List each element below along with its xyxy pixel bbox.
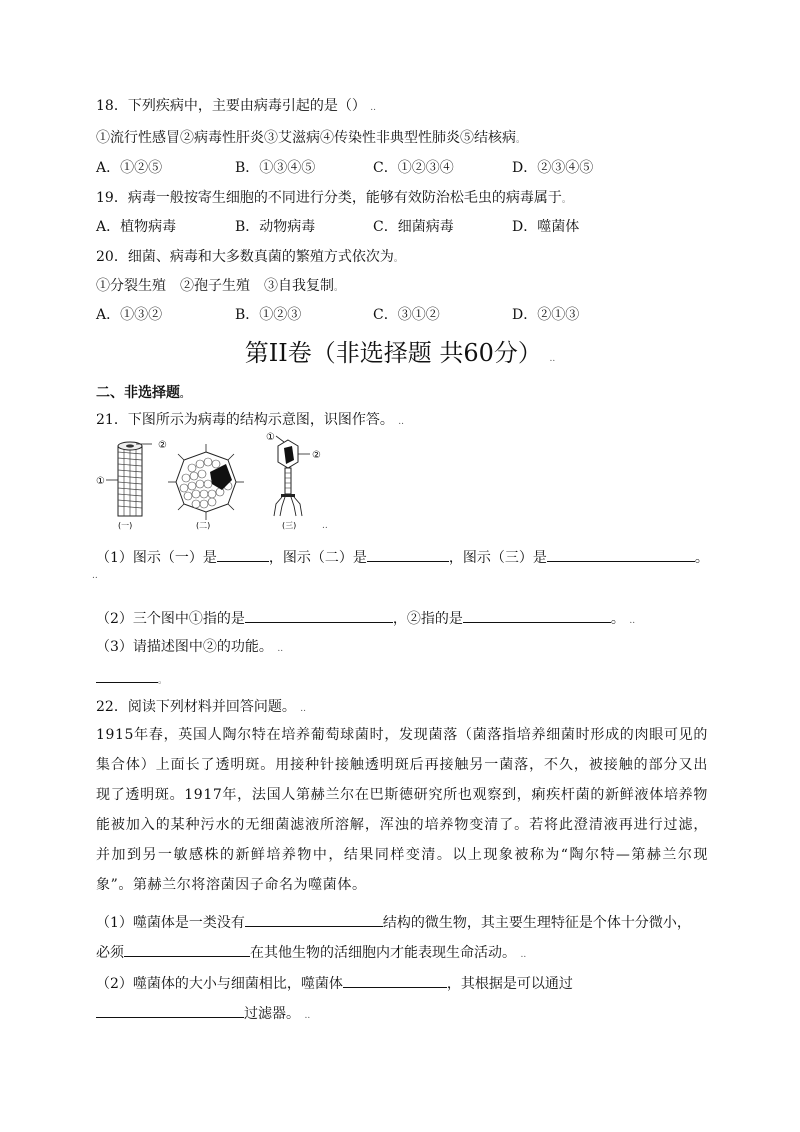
figure1-caption: (一) [118, 521, 133, 530]
answer-blank[interactable] [96, 667, 158, 683]
q21-sub2: （2）三个图中①指的是 ，②指的是 。 .. [96, 607, 635, 631]
answer-blank[interactable] [367, 546, 449, 562]
q19-option-d: D．噬菌体 [512, 219, 580, 235]
figure3-label-2: ② [312, 450, 321, 461]
answer-blank[interactable] [463, 607, 611, 623]
section-heading: 二、非选择题。 [96, 385, 190, 401]
answer-blank[interactable] [343, 972, 447, 988]
q21-stem: 21．下图所示为病毒的结构示意图，识图作答。 .. [96, 412, 405, 428]
q20-option-d: D．②①③ [512, 307, 580, 323]
figure3-label-1: ① [266, 432, 275, 443]
q22-stem: 22．阅读下列材料并回答问题。 .. [96, 699, 307, 715]
answer-blank[interactable] [245, 607, 393, 623]
q18-option-a: A．①②⑤ [96, 160, 163, 176]
figure1-label-2: ② [158, 440, 167, 451]
q21-sub3-answer: 。 [96, 667, 167, 691]
answer-blank[interactable] [217, 546, 269, 562]
rod-virus-drawing [106, 442, 152, 516]
q18-stem: 18．下列疾病中，主要由病毒引起的是（） .. [96, 98, 377, 114]
q18-option-d: D．②③④⑤ [512, 160, 594, 176]
q22-sub1-line2: 必须 在其他生物的活细胞内才能表现生命活动。 .. [96, 941, 526, 965]
figure2-caption: (二) [196, 521, 211, 530]
q20-stem: 20．细菌、病毒和大多数真菌的繁殖方式依次为。 [96, 249, 403, 265]
q20-option-c: C．③①② [373, 307, 440, 323]
q19-option-c: C．细菌病毒 [373, 219, 454, 235]
q20-option-b: B．①②③ [235, 307, 302, 323]
figure3-caption: (三) [282, 521, 297, 530]
q22-sub2-line1: （2）噬菌体的大小与细菌相比，噬菌体 ，其根据是可以通过 [96, 972, 573, 994]
answer-blank[interactable] [124, 941, 250, 957]
icosahedral-virus-drawing [168, 444, 244, 520]
q19-stem: 19．病毒一般按寄生细胞的不同进行分类，能够有效防治松毛虫的病毒属于。 [96, 190, 571, 206]
q18-option-c: C．①②③④ [373, 160, 454, 176]
q18-option-b: B．①③④⑤ [235, 160, 316, 176]
q21-sub3: （3）请描述图中②的功能。 .. [96, 639, 284, 655]
bacteriophage-drawing [274, 436, 310, 516]
answer-blank[interactable] [245, 911, 383, 927]
q22-sub2-line2: 过滤器。 .. [96, 1002, 310, 1026]
figure1-label-1: ① [96, 476, 105, 487]
q21-sub1: （1）图示（一）是 ，图示（二）是 ，图示（三）是 。 [96, 546, 709, 568]
q19-option-a: A．植物病毒 [96, 219, 177, 235]
answer-blank[interactable] [96, 1002, 244, 1018]
q20-list: ①分裂生殖 ②孢子生殖 ③自我复制。 [96, 278, 344, 294]
q22-sub1-line1: （1）噬菌体是一类没有 结构的微生物，其主要生理特征是个体十分微小， [96, 911, 691, 933]
q18-list: ①流行性感冒②病毒性肝炎③艾滋病④传染性非典型性肺炎⑤结核病。 [96, 130, 526, 146]
answer-blank[interactable] [547, 546, 695, 562]
q20-option-a: A．①③② [96, 307, 163, 323]
q19-option-b: B．动物病毒 [235, 219, 316, 235]
section-title: 第II卷（非选择题 共60分） .. [244, 339, 556, 367]
q22-material: 1915年春，英国人陶尔特在培养葡萄球菌时，发现菌落（菌落指培养细菌时形成的肉眼可见的集合体）上面长了透明斑。用接种针接触透明斑后再接触另一菌落，不久，被接触的部分又出现了透明斑。1917年，法国人第赫兰尔在巴斯德研究所也观察到，痢疾杆菌的新鲜液体培养物能被加入的某种污水的无细菌滤液所溶解，浑浊的培养物变清了。若将此澄清液再进行过滤，并加到另一敏感株的新鲜培养物中，结果同样变清。以上现象被称为“陶尔特—第赫兰尔现象”。第赫兰尔将溶菌因子命名为噬菌体。 [96, 727, 708, 893]
virus-structure-figure [96, 432, 336, 532]
